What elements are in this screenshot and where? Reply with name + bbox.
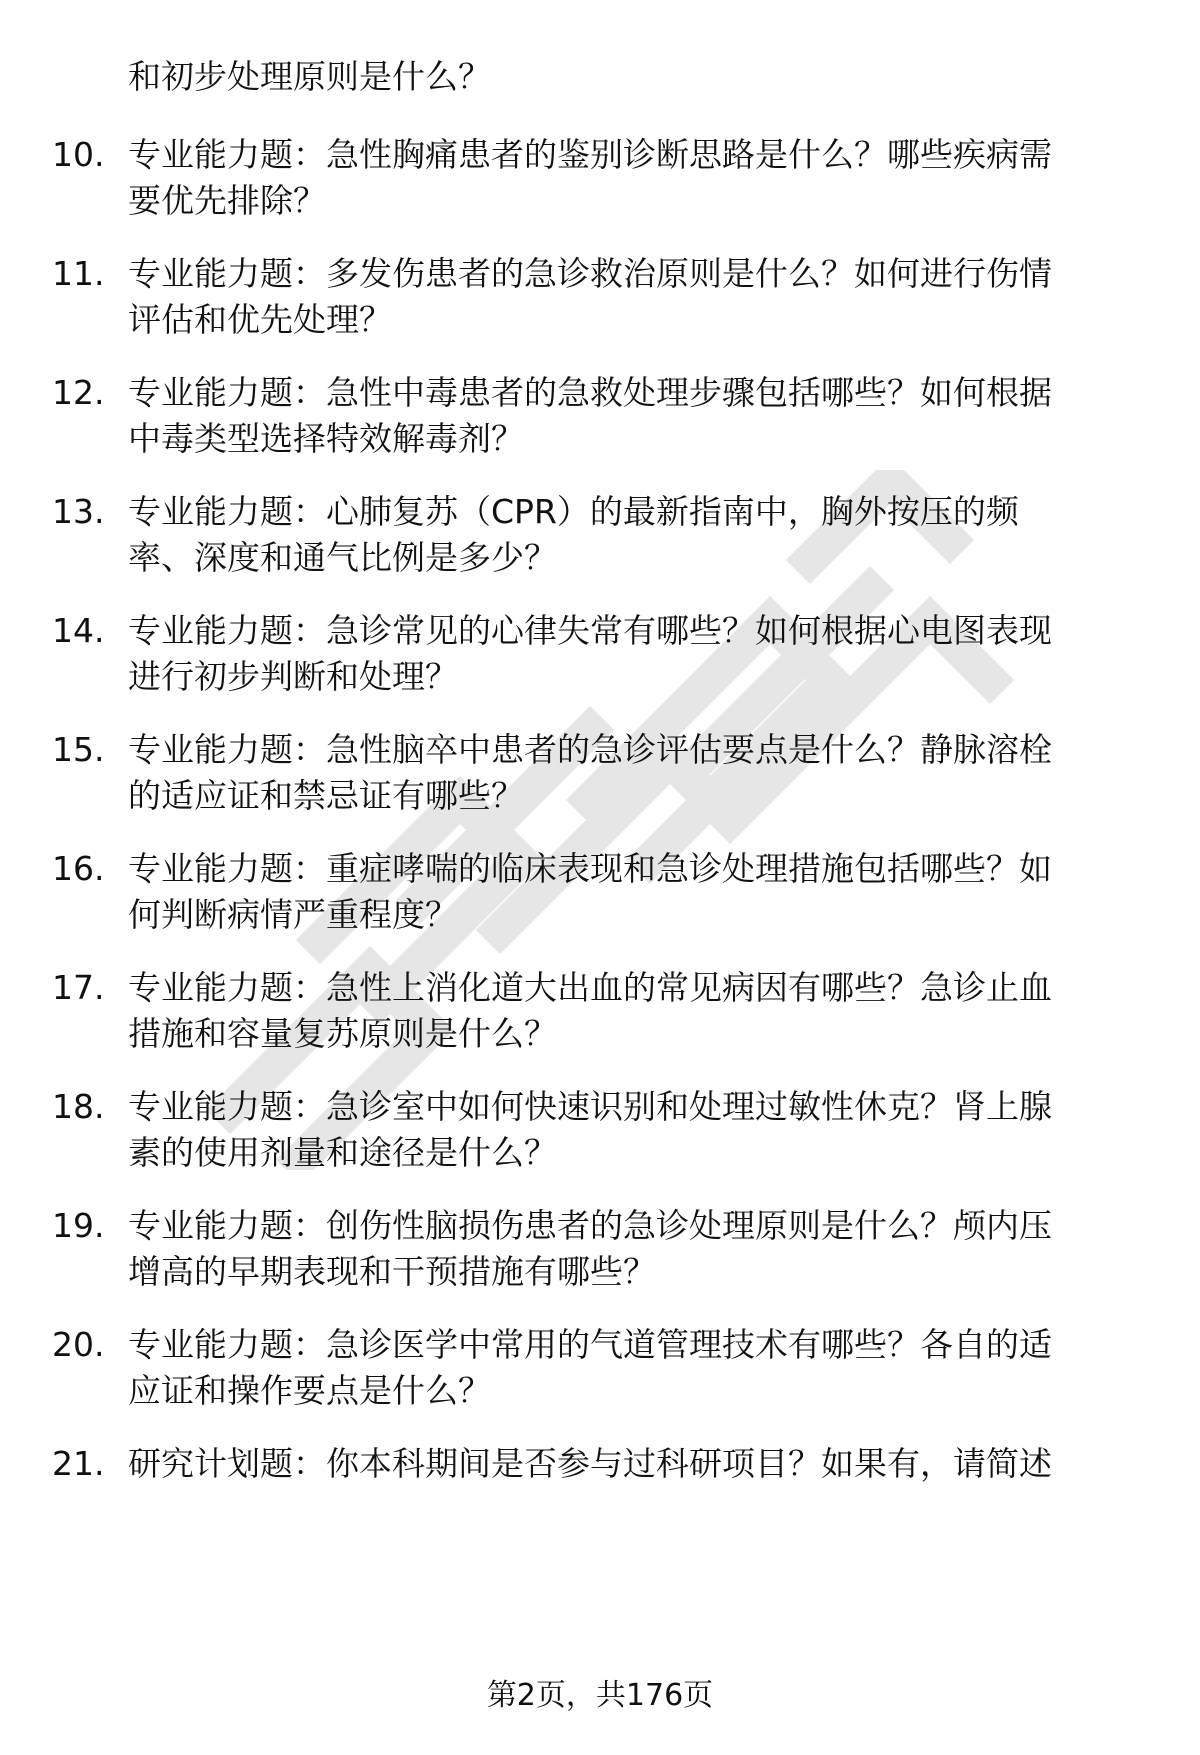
- item-text-line: 的适应证和禁忌证有哪些？: [128, 776, 524, 815]
- item-number: 14.: [52, 611, 105, 650]
- item-number: 13.: [52, 492, 105, 531]
- item-text-line: 措施和容量复苏原则是什么？: [128, 1014, 557, 1053]
- item-text-line: 应证和操作要点是什么？: [128, 1371, 491, 1410]
- item-text-line: 专业能力题：心肺复苏（CPR）的最新指南中，胸外按压的频: [128, 492, 1019, 531]
- page-number-footer: 第2页，共176页: [486, 1678, 714, 1713]
- item-text-line: 要优先排除？: [128, 181, 326, 220]
- item-text-line: 专业能力题：急诊室中如何快速识别和处理过敏性休克？肾上腺: [128, 1087, 1052, 1126]
- item-text-line: 专业能力题：重症哮喘的临床表现和急诊处理措施包括哪些？如: [128, 849, 1052, 888]
- item-text-line: 专业能力题：多发伤患者的急诊救治原则是什么？如何进行伤情: [128, 254, 1052, 293]
- item-number: 11.: [52, 254, 105, 293]
- item-text-line: 中毒类型选择特效解毒剂？: [128, 419, 524, 458]
- item-number: 21.: [52, 1444, 105, 1483]
- item-text-line: 增高的早期表现和干预措施有哪些？: [128, 1252, 656, 1291]
- item-text-line: 进行初步判断和处理？: [128, 657, 458, 696]
- item-text-line: 专业能力题：急性脑卒中患者的急诊评估要点是什么？静脉溶栓: [128, 730, 1052, 769]
- item-number: 17.: [52, 968, 105, 1007]
- item-text-line: 专业能力题：急性中毒患者的急救处理步骤包括哪些？如何根据: [128, 373, 1052, 412]
- item-number: 10.: [52, 135, 105, 174]
- item-text-line: 率、深度和通气比例是多少？: [128, 538, 557, 577]
- item-text-line: 专业能力题：急诊常见的心律失常有哪些？如何根据心电图表现: [128, 611, 1052, 650]
- item-text-line: 专业能力题：急性胸痛患者的鉴别诊断思路是什么？哪些疾病需: [128, 135, 1052, 174]
- item-number: 19.: [52, 1206, 105, 1245]
- item-text-line: 何判断病情严重程度？: [128, 895, 458, 934]
- item-number: 18.: [52, 1087, 105, 1126]
- item-text-line: 素的使用剂量和途径是什么？: [128, 1133, 557, 1172]
- continued-question-text: 和初步处理原则是什么？: [128, 57, 491, 96]
- item-number: 15.: [52, 730, 105, 769]
- item-number: 12.: [52, 373, 105, 412]
- item-number: 20.: [52, 1325, 105, 1364]
- item-text-line: 专业能力题：急性上消化道大出血的常见病因有哪些？急诊止血: [128, 968, 1052, 1007]
- item-number: 16.: [52, 849, 105, 888]
- item-text-line: 专业能力题：急诊医学中常用的气道管理技术有哪些？各自的适: [128, 1325, 1052, 1364]
- item-text-line: 研究计划题：你本科期间是否参与过科研项目？如果有，请简述: [128, 1444, 1052, 1483]
- item-text-line: 专业能力题：创伤性脑损伤患者的急诊处理原则是什么？颅内压: [128, 1206, 1052, 1245]
- item-text-line: 评估和优先处理？: [128, 300, 392, 339]
